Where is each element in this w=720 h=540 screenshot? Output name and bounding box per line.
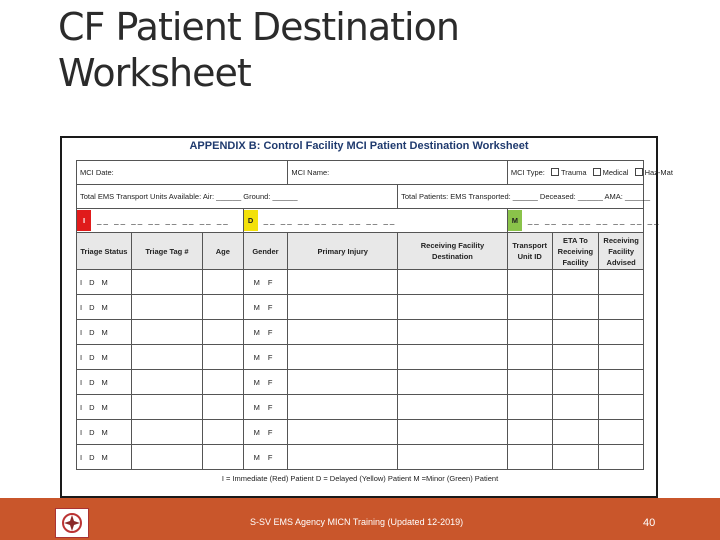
gender-option: M [253, 302, 260, 312]
blank-cell [507, 345, 552, 370]
status-option: M [101, 427, 108, 437]
blank-cell [599, 420, 644, 445]
blank-cell [507, 395, 552, 420]
blank-cell [599, 295, 644, 320]
blank-cell [398, 270, 508, 295]
mci-name-field: MCI Name: [288, 161, 507, 185]
gender-cell [243, 270, 288, 295]
medical-label: Medical [602, 168, 629, 177]
blank-cell [507, 370, 552, 395]
minor-tag: M [508, 210, 522, 231]
status-option: I [80, 452, 83, 462]
status-option: D [89, 327, 95, 337]
status-option: M [101, 277, 108, 287]
column-header-row [77, 233, 644, 270]
blank-cell [507, 320, 552, 345]
blank-cell [202, 370, 243, 395]
col-eta: ETA To Receiving Facility [552, 233, 599, 270]
status-option: I [80, 377, 83, 387]
gender-option: F [267, 402, 273, 412]
blank-cell [552, 295, 599, 320]
mci-info-row [77, 161, 644, 185]
gender-option: M [253, 427, 260, 437]
blank-cell [398, 420, 508, 445]
status-option: M [101, 402, 108, 412]
gender-option: M [253, 352, 260, 362]
footer-text: S-SV EMS Agency MICN Training (Updated 12-2019) [250, 517, 464, 527]
blank-cell [599, 270, 644, 295]
blank-cell [131, 320, 202, 345]
blank-cell [131, 445, 202, 470]
trauma-label: Trauma [560, 168, 587, 177]
table-row [77, 395, 644, 420]
agency-logo-icon [59, 512, 85, 534]
blank-cell [507, 270, 552, 295]
status-option: I [80, 277, 83, 287]
legend-row [77, 470, 644, 487]
delayed-blanks: __ __ __ __ __ __ __ __ [263, 216, 397, 225]
triage-status-cell [77, 420, 132, 445]
blank-cell [131, 420, 202, 445]
mci-type-field [507, 161, 673, 185]
status-option: M [101, 327, 108, 337]
status-option: I [80, 302, 83, 312]
status-option: I [80, 402, 83, 412]
gender-option: F [267, 277, 273, 287]
triage-status-cell [77, 295, 132, 320]
gender-cell [243, 370, 288, 395]
hazmat-checkbox [635, 168, 643, 176]
blank-cell [131, 370, 202, 395]
blank-cell [202, 295, 243, 320]
transport-units-field: Total EMS Transport Units Available: Air: ______ Ground: ______ [77, 185, 398, 209]
triage-legend: I = Immediate (Red) Patient D = Delayed (Yellow) Patient M =Minor (Green) Patient [221, 473, 499, 483]
mci-date-field: MCI Date: [77, 161, 288, 185]
blank-cell [398, 320, 508, 345]
agency-logo [55, 508, 89, 538]
blank-cell [398, 445, 508, 470]
blank-cell [398, 370, 508, 395]
worksheet-table [76, 160, 673, 486]
gender-option: F [267, 377, 273, 387]
slide-title-line-1: CF Patient Destination [58, 5, 459, 49]
blank-cell [599, 445, 644, 470]
status-option: M [101, 377, 108, 387]
status-option: M [101, 352, 108, 362]
gender-cell [243, 395, 288, 420]
triage-status-cell [77, 320, 132, 345]
table-row [77, 370, 644, 395]
gender-cell [243, 445, 288, 470]
gender-cell [243, 295, 288, 320]
blank-cell [131, 345, 202, 370]
blank-cell [398, 295, 508, 320]
blank-cell [552, 320, 599, 345]
blank-cell [507, 420, 552, 445]
blank-cell [552, 345, 599, 370]
blank-cell [507, 445, 552, 470]
table-row [77, 345, 644, 370]
blank-cell [288, 295, 398, 320]
triage-status-cell [77, 370, 132, 395]
blank-cell [398, 395, 508, 420]
blank-cell [599, 370, 644, 395]
col-receiving-facility: Receiving Facility Destination [398, 233, 508, 270]
blank-cell [202, 320, 243, 345]
status-option: D [89, 277, 95, 287]
page-number: 40 [643, 517, 656, 529]
gender-cell [243, 320, 288, 345]
trauma-checkbox [551, 168, 559, 176]
worksheet-image [60, 136, 673, 498]
blank-cell [202, 345, 243, 370]
triage-status-cell [77, 345, 132, 370]
mci-type-label: MCI Type: [510, 168, 545, 177]
blank-cell [552, 270, 599, 295]
col-gender: Gender [243, 233, 288, 270]
delayed-count-cell [243, 209, 507, 233]
delayed-tag: D [244, 210, 258, 231]
immediate-blanks: __ __ __ __ __ __ __ __ [97, 216, 230, 225]
status-option: D [89, 452, 95, 462]
gender-option: M [253, 402, 260, 412]
blank-cell [599, 395, 644, 420]
triage-status-cell [77, 270, 132, 295]
blank-cell [552, 445, 599, 470]
blank-cell [288, 320, 398, 345]
blank-cell [507, 295, 552, 320]
gender-option: M [253, 452, 260, 462]
total-patients-field: Total Patients: EMS Transported: ______ Deceased: ______ AMA: ______ [398, 185, 644, 209]
hazmat-label: Haz-Mat [644, 168, 673, 177]
table-row [77, 295, 644, 320]
gender-option: F [267, 302, 273, 312]
blank-cell [288, 395, 398, 420]
blank-cell [202, 445, 243, 470]
blank-cell [552, 370, 599, 395]
blank-cell [288, 445, 398, 470]
col-primary-injury: Primary Injury [288, 233, 398, 270]
immediate-tag: I [77, 210, 91, 231]
status-option: D [89, 352, 95, 362]
status-option: I [80, 327, 83, 337]
table-row [77, 320, 644, 345]
gender-cell [243, 420, 288, 445]
col-transport-unit: Transport Unit ID [507, 233, 552, 270]
blank-cell [599, 345, 644, 370]
status-option: I [80, 427, 83, 437]
minor-blanks: __ __ __ __ __ __ __ __ [527, 216, 661, 225]
table-row [77, 270, 644, 295]
totals-row [77, 185, 644, 209]
patient-rows [77, 270, 644, 470]
gender-option: F [267, 427, 273, 437]
blank-cell [288, 345, 398, 370]
blank-cell [202, 420, 243, 445]
blank-cell [398, 345, 508, 370]
minor-count-cell [507, 209, 661, 233]
blank-cell [131, 270, 202, 295]
blank-cell [131, 395, 202, 420]
gender-option: M [253, 327, 260, 337]
status-option: D [89, 427, 95, 437]
triage-status-cell [77, 395, 132, 420]
blank-cell [288, 420, 398, 445]
slide-title [58, 4, 658, 96]
blank-cell [202, 270, 243, 295]
medical-checkbox [593, 168, 601, 176]
gender-option: M [253, 377, 260, 387]
triage-status-cell [77, 445, 132, 470]
status-option: D [89, 302, 95, 312]
immediate-count-cell [77, 209, 244, 233]
status-option: I [80, 352, 83, 362]
gender-cell [243, 345, 288, 370]
status-option: M [101, 452, 108, 462]
status-option: D [89, 402, 95, 412]
blank-cell [552, 420, 599, 445]
gender-option: M [253, 277, 260, 287]
triage-count-row [77, 209, 644, 233]
status-option: D [89, 377, 95, 387]
gender-option: F [267, 327, 273, 337]
col-age: Age [202, 233, 243, 270]
gender-option: F [267, 352, 273, 362]
col-triage-tag: Triage Tag # [131, 233, 202, 270]
col-facility-advised: Receiving Facility Advised [599, 233, 644, 270]
blank-cell [288, 270, 398, 295]
table-row [77, 445, 644, 470]
slide-title-line-2: Worksheet [58, 51, 251, 95]
blank-cell [202, 395, 243, 420]
blank-cell [131, 295, 202, 320]
table-row [77, 420, 644, 445]
status-option: M [101, 302, 108, 312]
worksheet-heading: APPENDIX B: Control Facility MCI Patient Destination Worksheet [189, 140, 529, 152]
blank-cell [288, 370, 398, 395]
col-triage-status: Triage Status [77, 233, 132, 270]
blank-cell [552, 395, 599, 420]
gender-option: F [267, 452, 273, 462]
blank-cell [599, 320, 644, 345]
